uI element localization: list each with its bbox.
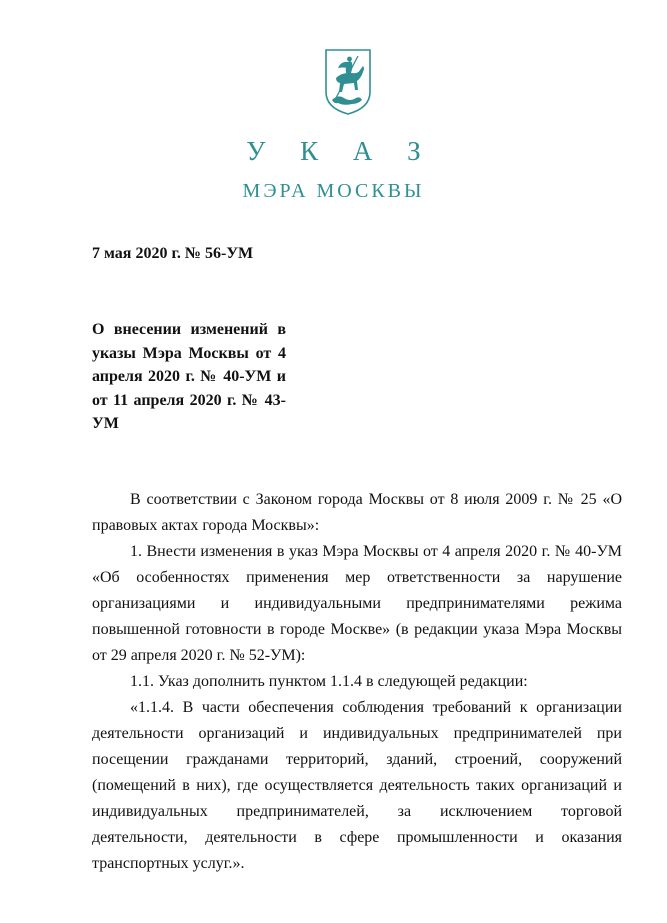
document-body xyxy=(92,487,622,877)
document-subject: О внесении изменений в указы Мэра Москвы от 4 апреля 2020 г. № 40-УМ и от 11 апреля 2020 г. № 43-УМ xyxy=(92,321,286,432)
document-date-number: 7 мая 2020 г. № 56-УМ xyxy=(92,245,254,262)
document-type-title: У К А З xyxy=(246,136,435,166)
body-paragraph: 1.1. Указ дополнить пунктом 1.1.4 в следующей редакции: xyxy=(130,673,528,690)
moscow-coat-of-arms-icon xyxy=(324,48,372,116)
issuer-title: МЭРА МОСКВЫ xyxy=(242,180,425,202)
body-paragraph: «1.1.4. В части обеспечения соблюдения требований к организации деятельности организаций и индивидуальных предпринимателей при посещении гражданами территорий, зданий, строений, сооружений (помещений в них), где осуществляется деятельность таких организаций и индивидуальных предпринимателей, за исключением торговой деятельности, деятельности в сфере промышленности и оказания транспортных услуг.». xyxy=(92,699,622,872)
body-paragraph: 1. Внести изменения в указ Мэра Москвы от 4 апреля 2020 г. № 40-УМ «Об особенностях применения мер ответственности за нарушение организациями и индивидуальными предпринимателями режима повышенной готовности в городе Москве» (в редакции указа Мэра Москвы от 29 апреля 2020 г. № 52-УМ): xyxy=(92,543,622,664)
body-paragraph: В соответствии с Законом города Москвы от 8 июля 2009 г. № 25 «О правовых актах города Москвы»: xyxy=(92,491,622,534)
